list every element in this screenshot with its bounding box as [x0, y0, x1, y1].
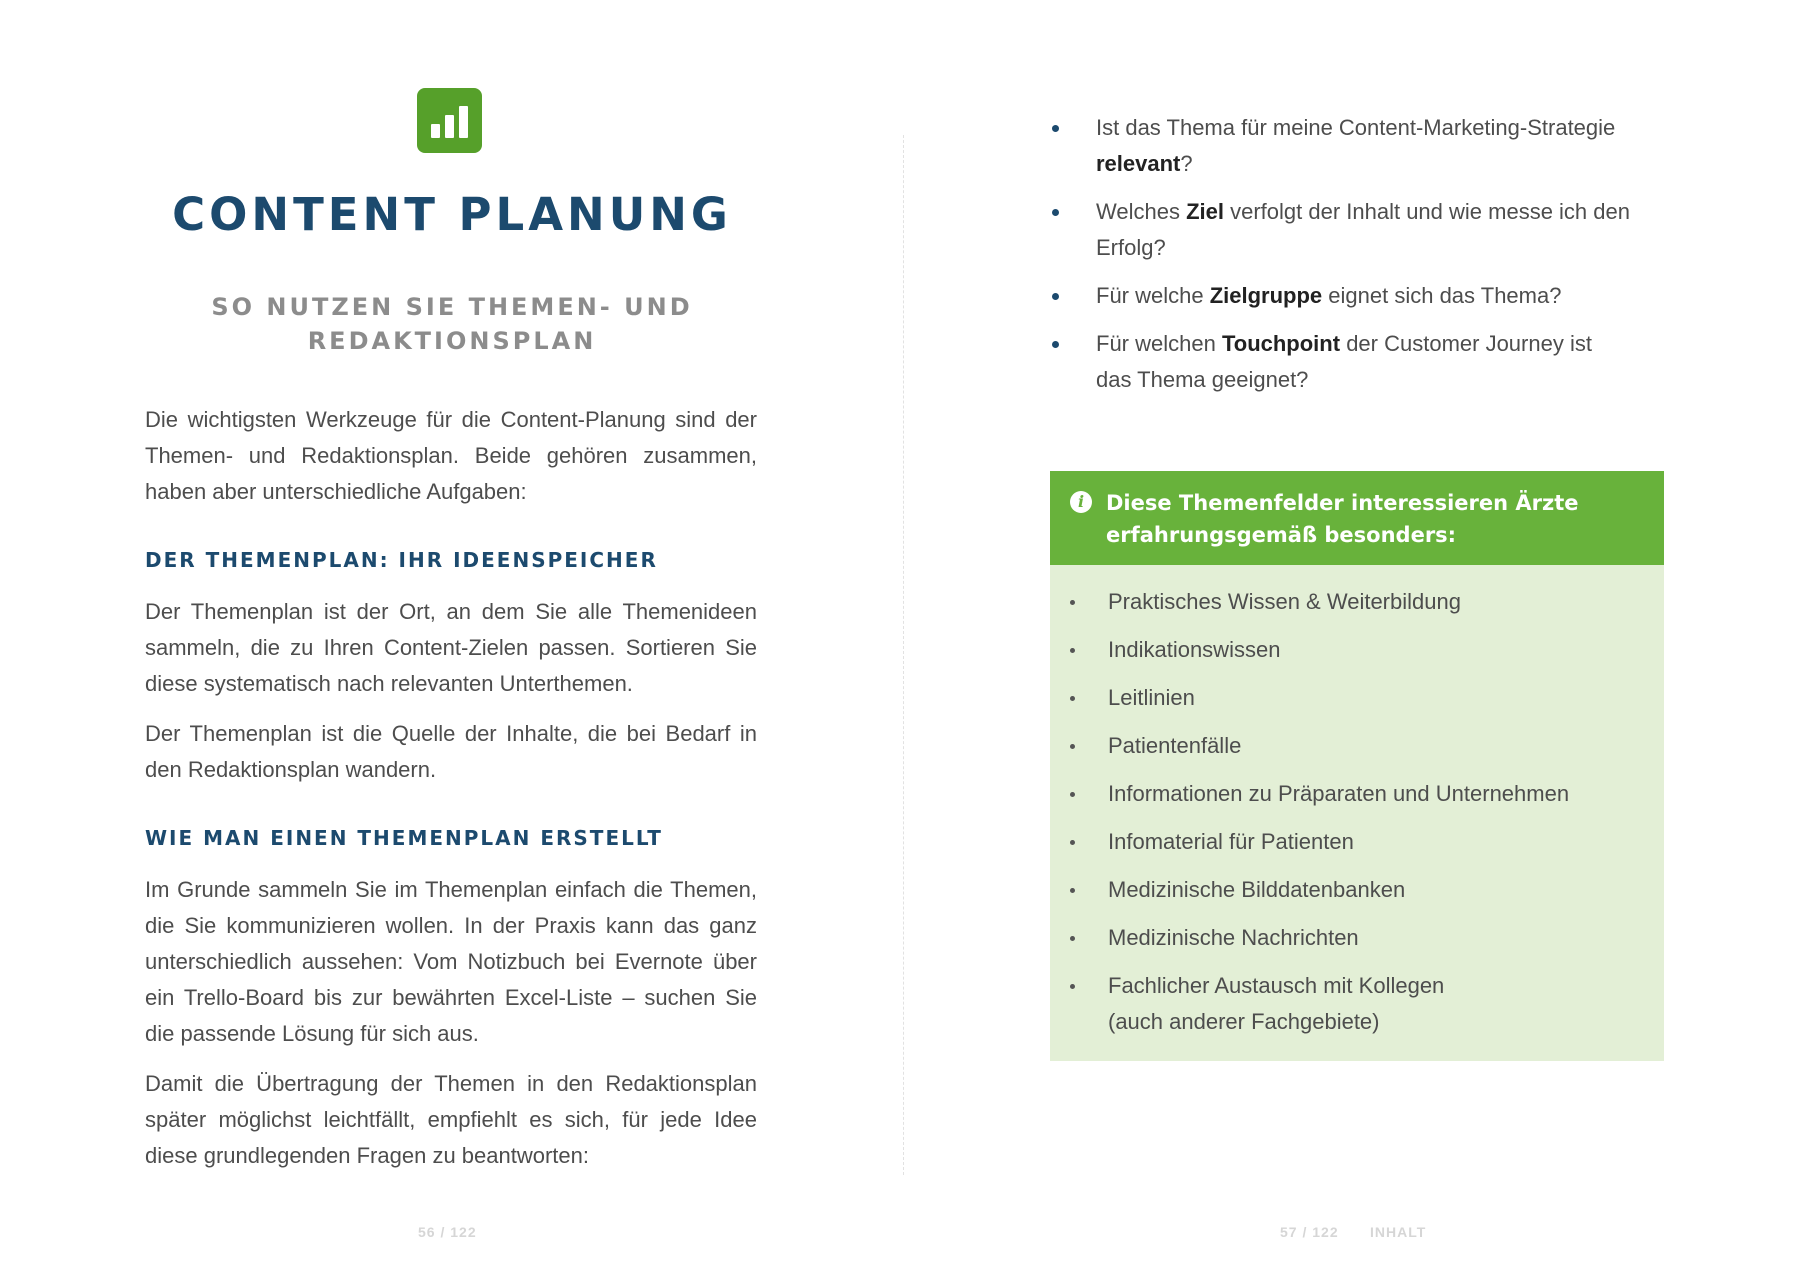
- bullet-icon: [1052, 125, 1059, 132]
- paragraph-erstellen-1: Im Grunde sammeln Sie im Themenplan einfach die Themen, die Sie kommunizieren wollen. In der Praxis kann das ganz unterschiedlich aussehen: Vom Notizbuch bei Evernote über ein Trello-Board bis zur bewährten Excel-Liste – suchen Sie die passende Lösung für sich aus.: [145, 877, 757, 1046]
- list-item: Fachlicher Austausch mit Kollegen (auch anderer Fachgebiete): [1068, 968, 1648, 1040]
- page-number-right: 57 / 122: [1280, 1224, 1339, 1240]
- info-box-title: Diese Themenfelder interessieren Ärzte erfahrungsgemäß besonders:: [1106, 491, 1579, 547]
- list-item: Welches Ziel verfolgt der Inhalt und wie messe ich den Erfolg?: [1050, 194, 1630, 266]
- bullet-icon: [1070, 936, 1075, 941]
- bullet-icon: [1070, 696, 1075, 701]
- bullet-icon: [1070, 600, 1075, 605]
- paragraph-erstellen-2: Damit die Übertragung der Themen in den Redaktionsplan später möglichst leichtfällt, empfiehlt es sich, für jede Idee diese grundlegenden Fragen zu beantworten:: [145, 1071, 757, 1168]
- section-heading-erstellen: WIE MAN EINEN THEMENPLAN ERSTELLT: [145, 826, 663, 850]
- bullet-icon: [1070, 840, 1075, 845]
- topic-list: [1068, 584, 1648, 1052]
- page-number-left: 56 / 122: [418, 1224, 477, 1240]
- table-of-contents-link[interactable]: INHALT: [1370, 1224, 1427, 1240]
- info-box-header: [1050, 471, 1664, 565]
- bar-chart-icon: [417, 88, 482, 153]
- section-heading-themenplan: DER THEMENPLAN: IHR IDEENSPEICHER: [145, 548, 658, 572]
- bullet-icon: [1052, 341, 1059, 348]
- list-item: Praktisches Wissen & Weiterbildung: [1068, 584, 1648, 620]
- info-box: [1050, 471, 1664, 1061]
- right-page: [904, 0, 1800, 1277]
- bullet-icon: [1052, 209, 1059, 216]
- list-item: Medizinische Nachrichten: [1068, 920, 1648, 956]
- list-item: Für welchen Touchpoint der Customer Journey ist das Thema geeignet?: [1050, 326, 1630, 398]
- bullet-icon: [1070, 744, 1075, 749]
- bullet-icon: [1070, 792, 1075, 797]
- bullet-icon: [1070, 984, 1075, 989]
- paragraph-themenplan-1: Der Themenplan ist der Ort, an dem Sie alle Themenideen sammeln, die zu Ihren Content-Zielen passen. Sortieren Sie diese systematisch nach relevanten Unterthemen.: [145, 599, 757, 696]
- list-item: Leitlinien: [1068, 680, 1648, 716]
- list-item: Informationen zu Präparaten und Unternehmen: [1068, 776, 1648, 812]
- bullet-icon: [1052, 293, 1059, 300]
- list-item: Ist das Thema für meine Content-Marketing-Strategie relevant?: [1050, 110, 1630, 182]
- question-list: [1050, 110, 1630, 410]
- list-item: Infomaterial für Patienten: [1068, 824, 1648, 860]
- page-title: CONTENT PLANUNG: [172, 188, 732, 241]
- info-icon: i: [1070, 491, 1092, 513]
- list-item: Für welche Zielgruppe eignet sich das Thema?: [1050, 278, 1630, 314]
- list-item: Indikationswissen: [1068, 632, 1648, 668]
- paragraph-themenplan-2: Der Themenplan ist die Quelle der Inhalte, die bei Bedarf in den Redaktionsplan wandern.: [145, 721, 757, 782]
- intro-paragraph: Die wichtigsten Werkzeuge für die Content-Planung sind der Themen- und Redaktionsplan. Beide gehören zusammen, haben aber unterschiedliche Aufgaben:: [145, 407, 757, 504]
- bullet-icon: [1070, 888, 1075, 893]
- list-item: Patientenfälle: [1068, 728, 1648, 764]
- bullet-icon: [1070, 648, 1075, 653]
- list-item: Medizinische Bilddatenbanken: [1068, 872, 1648, 908]
- page-subtitle: SO NUTZEN SIE THEMEN- UND REDAKTIONSPLAN: [211, 293, 693, 355]
